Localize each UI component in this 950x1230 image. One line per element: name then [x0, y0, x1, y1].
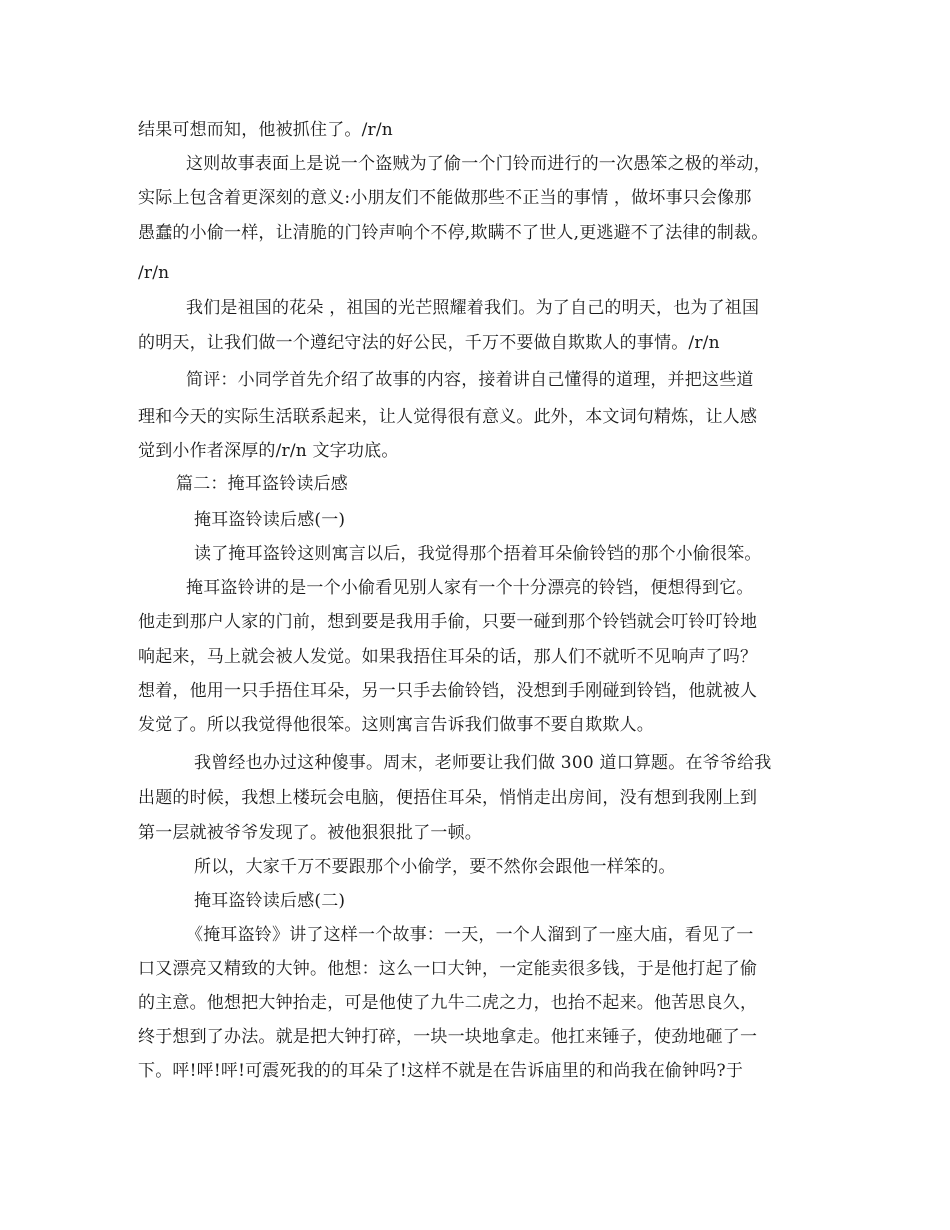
text-line: 我们是祖国的花朵 ，祖国的光芒照耀着我们。为了自己的明天，也为了祖国 — [186, 298, 760, 318]
text-line: 他走到那户人家的门前，想到要是我用手偷，只要一碰到那个铃铛就会叮铃叮铃地 — [138, 612, 758, 632]
text-line: 这则故事表面上是说一个盗贼为了偷一个门铃而进行的一次愚笨之极的举动， — [186, 154, 771, 174]
text-line: 的明天，让我们做一个遵纪守法的好公民，千万不要做自欺欺人的事情。/r/n — [138, 333, 720, 353]
text-line: 终于想到了办法。就是把大钟打碎，一块一块地拿走。他扛来锤子，使劲地砸了一 — [138, 1027, 758, 1047]
text-line: 响起来，马上就会被人发觉。如果我捂住耳朵的话，那人们不就听不见响声了吗？ — [138, 647, 758, 667]
text-line: 口又漂亮又精致的大钟。他想：这么一口大钟，一定能卖很多钱，于是他打起了偷 — [138, 959, 758, 979]
text-line: 出题的时候，我想上楼玩会电脑，便捂住耳朵，悄悄走出房间，没有想到我刚上到 — [138, 788, 758, 808]
subsection-heading: 掩耳盗铃读后感(二) — [194, 891, 346, 911]
text-line: 我曾经也办过这种傻事。周末，老师要让我们做 300 道口算题。在爷爷给我 — [194, 753, 772, 773]
subsection-heading: 掩耳盗铃读后感(一) — [194, 510, 346, 530]
section-heading: 篇二：掩耳盗铃读后感 — [176, 474, 348, 494]
text-line: 发觉了。所以我觉得他很笨。这则寓言告诉我们做事不要自欺欺人。 — [138, 715, 654, 735]
text-line: 读了掩耳盗铃这则寓言以后，我觉得那个捂着耳朵偷铃铛的那个小偷很笨。 — [194, 544, 762, 564]
text-line: 理和今天的实际生活联系起来，让人觉得很有意义。此外，本文词句精炼，让人感 — [138, 407, 758, 427]
text-line: 掩耳盗铃讲的是一个小偷看见别人家有一个十分漂亮的铃铛，便想得到它。 — [186, 578, 754, 598]
text-line: /r/n — [138, 263, 170, 283]
text-line: 第一层就被爷爷发现了。被他狠狠批了一顿。 — [138, 823, 482, 843]
text-line: 下。呯!呯!呯!可震死我的的耳朵了!这样不就是在告诉庙里的和尚我在偷钟吗?于 — [138, 1061, 744, 1081]
text-line: 实际上包含着更深刻的意义:小朋友们不能做那些不正当的事情 ，做坏事只会像那 — [138, 188, 752, 208]
text-line: 的主意。他想把大钟抬走，可是他使了九牛二虎之力，也抬不起来。他苦思良久， — [138, 993, 758, 1013]
text-line: 觉到小作者深厚的/r/n 文字功底。 — [138, 441, 399, 461]
text-line: 愚蠢的小偷一样，让清脆的门铃声响个不停,欺瞒不了世人,更逃避不了法律的制裁。 — [138, 223, 769, 243]
text-line: 想着，他用一只手捂住耳朵，另一只手去偷铃铛，没想到手刚碰到铃铛，他就被人 — [138, 681, 758, 701]
text-line: 《掩耳盗铃》讲了这样一个故事：一天，一个人溜到了一座大庙，看见了一 — [186, 925, 754, 945]
text-line: 所以，大家千万不要跟那个小偷学，要不然你会跟他一样笨的。 — [194, 857, 676, 877]
text-line: 简评：小同学首先介绍了故事的内容，接着讲自己懂得的道理，并把这些道 — [186, 370, 754, 390]
text-line: 结果可想而知，他被抓住了。/r/n — [138, 120, 393, 140]
